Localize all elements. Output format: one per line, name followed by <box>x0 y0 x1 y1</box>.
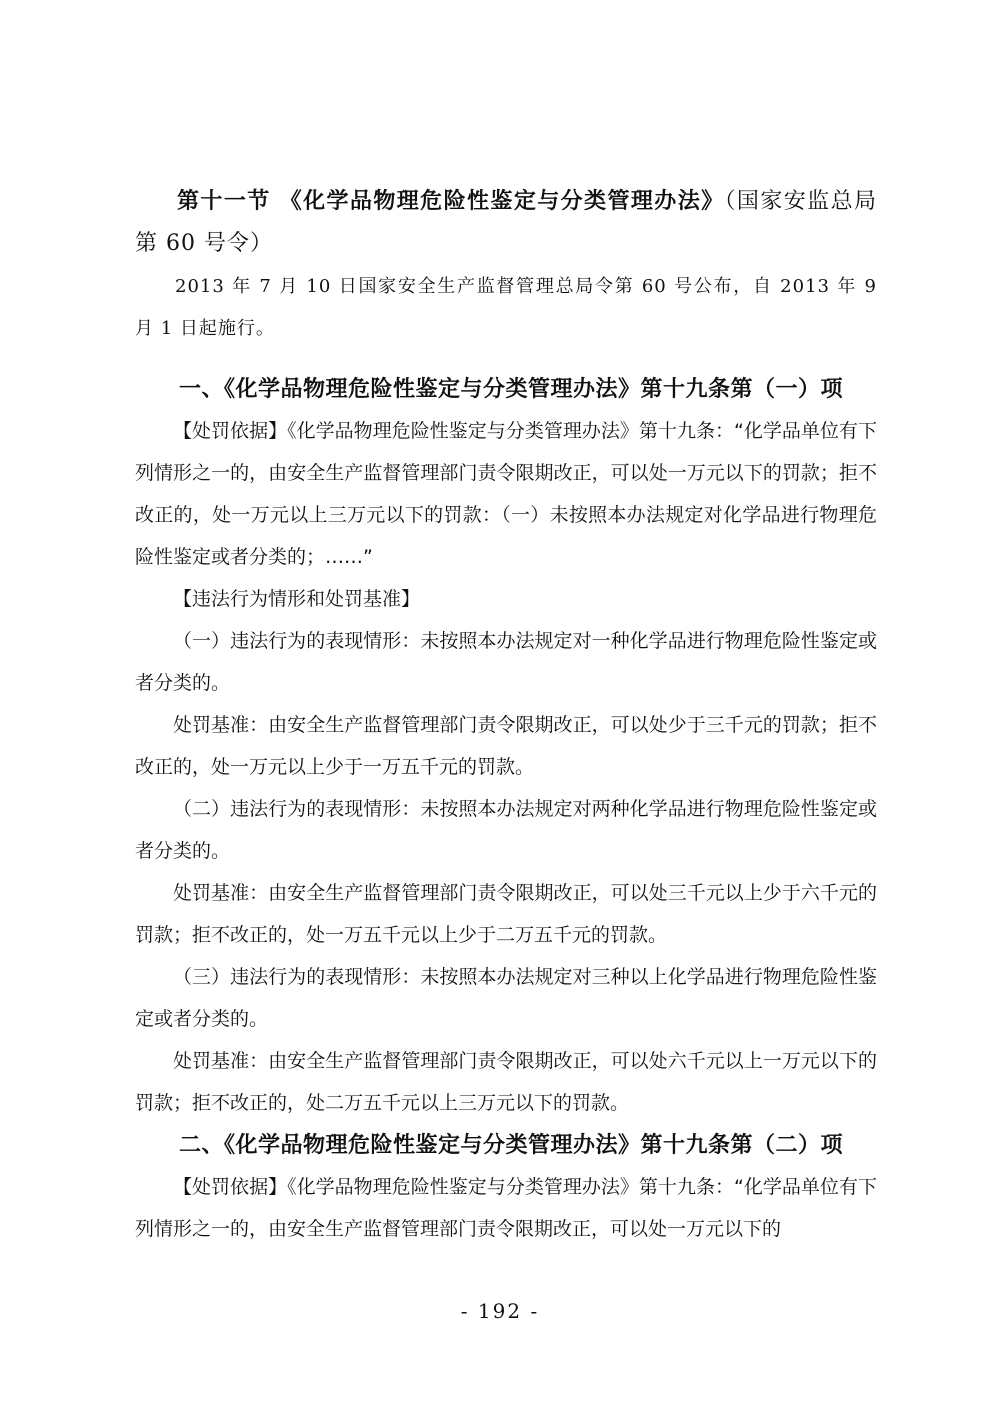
article-1-penalty-basis: 【处罚依据】《化学品物理危险性鉴定与分类管理办法》第十九条：“化学品单位有下列情形之一的，由安全生产监督管理部门责令限期改正，可以处一万元以下的罚款；拒不改正的，处一万元以上三万元以下的罚款：（一）未按照本办法规定对化学品进行物理危险性鉴定或者分类的；……” <box>135 420 877 568</box>
article-1-case-1: （一）违法行为的表现情形：未按照本办法规定对一种化学品进行物理危险性鉴定或者分类的。 <box>135 630 877 694</box>
article-1-standard-heading: 【违法行为情形和处罚基准】 <box>173 588 421 610</box>
article-2-heading: 二、《化学品物理危险性鉴定与分类管理办法》第十九条第（二）项 <box>179 1132 844 1158</box>
article-1-penalty-1: 处罚基准：由安全生产监督管理部门责令限期改正，可以处少于三千元的罚款；拒不改正的，处一万元以上少于一万五千元的罚款。 <box>135 714 877 778</box>
article-1-penalty-2: 处罚基准：由安全生产监督管理部门责令限期改正，可以处三千元以上少于六千元的罚款；拒不改正的，处一万五千元以上少于二万五千元的罚款。 <box>135 882 877 946</box>
article-1-case-3: （三）违法行为的表现情形：未按照本办法规定对三种以上化学品进行物理危险性鉴定或者分类的。 <box>135 966 877 1030</box>
section-title-suffix: （国家安监总局第 60 号令） <box>135 189 877 256</box>
section-title-main: 第十一节 《化学品物理危险性鉴定与分类管理办法》 <box>177 188 725 214</box>
page-number: - 192 - <box>460 1299 540 1323</box>
article-1-case-2: （二）违法行为的表现情形：未按照本办法规定对两种化学品进行物理危险性鉴定或者分类的。 <box>135 798 877 862</box>
section-title <box>135 180 877 265</box>
article-1-heading: 一、《化学品物理危险性鉴定与分类管理办法》第十九条第（一）项 <box>179 376 844 402</box>
article-1-penalty-3: 处罚基准：由安全生产监督管理部门责令限期改正，可以处六千元以上一万元以下的罚款；拒不改正的，处二万五千元以上三万元以下的罚款。 <box>135 1050 877 1114</box>
article-2-penalty-basis: 【处罚依据】《化学品物理危险性鉴定与分类管理办法》第十九条：“化学品单位有下列情形之一的，由安全生产监督管理部门责令限期改正，可以处一万元以下的 <box>135 1176 877 1240</box>
section-intro: 2013 年 7 月 10 日国家安全生产监督管理总局令第 60 号公布，自 2013 年 9 月 1 日起施行。 <box>135 276 877 339</box>
